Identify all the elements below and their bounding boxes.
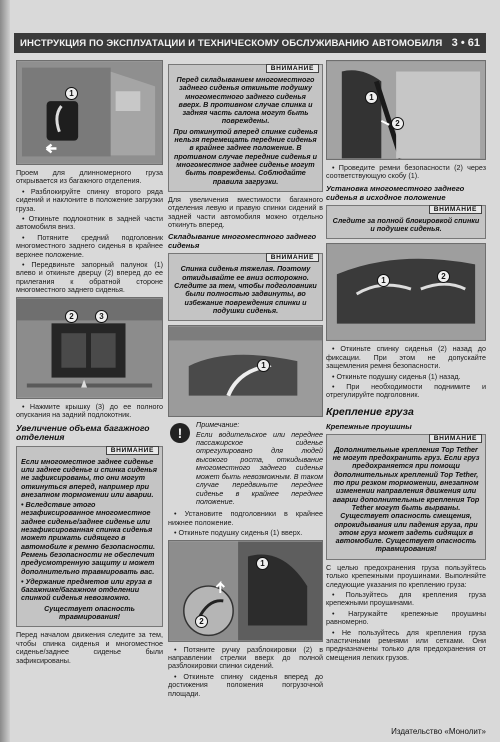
section-heading: Увеличение объема багажного отделения — [16, 422, 150, 443]
section-heading: Установка многоместного заднего сиденья в исходное положение — [326, 183, 465, 202]
paragraph: Для увеличения вместимости багажного отделения левую и правую спинки сидений в задней части автомобиля можно отдельно откинуть вперед. — [168, 194, 323, 230]
warning-text: • Вследствие этого незафиксированное многоместное заднее сиденье/заднее сиденье или незафиксированная спинка сиденья может прижать сидящего в автомобиле к ремню безопасности. Ремень безопасности не обеспечит предусмотренную защиту и может дополнительно травмировать вас. — [21, 500, 156, 576]
warning-tag: ВНИМАНИЕ — [429, 434, 482, 443]
warning-text: • Удержание предметов или груза в багажнике/багажном отделении спинкой сиденья невозможно. — [21, 576, 153, 603]
figure-seat-restore — [326, 243, 486, 341]
figure-trunk-opening — [16, 60, 163, 165]
figure-callout-1: 1 — [65, 87, 78, 100]
figure-callout-1: 1 — [257, 359, 270, 372]
section-heading: Крепежные проушины — [326, 421, 412, 431]
note-heading: Примечание: — [196, 420, 240, 430]
figure-callout-1: 1 — [256, 557, 269, 570]
figure-seatbelt-guide — [326, 60, 486, 160]
column-right — [326, 60, 486, 664]
warning-text: Существует опасность травмирования! — [44, 603, 135, 622]
warning-box — [168, 253, 323, 321]
bullet-item: • Нагружайте крепежные проушины равномерно. — [326, 610, 486, 627]
warning-text: Дополнительные крепления Top Tether не могут предохранить груз. Если груз предохраняется при помощи дополнительных креплений Top Tether, то при резком торможении, внезапном изменении направления движения или аварии дополнительные крепления Top Tether могут быть вырваны. Существует опасность смещения, опрокидывания или падения груза, при этом груз может задеть сидящих в автомобиле. Существует опасность травмирования! — [332, 444, 480, 554]
warning-box — [16, 446, 163, 628]
bullet-item: • Не пользуйтесь для крепления груза эластичными ремнями или сетками. Они предназначены только для предохранения от смещения легких грузов. — [326, 629, 486, 663]
bullet-item: • При необходимости поднимите и отрегулируйте подголовник. — [326, 383, 486, 400]
bullet-item: • Разблокируйте спинку второго ряда сидений и наклоните в положение загрузки груза. — [16, 188, 163, 213]
figure-callout-2: 2 — [195, 615, 208, 628]
bullet-item: • Пользуйтесь для крепления груза крепежными проушинами. — [326, 591, 486, 608]
bullet-item: • Потяните ручку разблокировки (2) в направлении стрелки вверх до полной разблокировки спинки сидений. — [168, 646, 323, 671]
figure-seat-cushion-drawing — [169, 326, 322, 416]
paragraph: Перед началом движения следите за тем, чтобы спинка сиденья и многоместное сиденье/заднее сиденье были зафиксированы. — [16, 630, 163, 665]
info-icon: ! — [170, 423, 190, 443]
warning-box — [168, 64, 323, 192]
bullet-item: • Откиньте спинку сиденья вперед до достижения положения погрузочной площади. — [168, 673, 323, 698]
warning-text: Если многоместное заднее сиденье или заднее сиденье и спинка сиденья не зафиксированы, то они могут откинуться вперед, например при внезапном торможении или аварии. — [21, 456, 158, 499]
page-number: 3 • 61 — [451, 37, 480, 49]
figure-seatbelt-drawing — [327, 61, 485, 159]
figure-armrest-cover — [16, 297, 163, 399]
warning-text: Следите за полной блокировкой спинки и подушек сиденья. — [332, 215, 480, 234]
bullet-item: • Проведите ремни безопасности (2) через соответствующую скобу (1). — [326, 164, 486, 181]
figure-seat-cushion — [168, 325, 323, 417]
bullet-item: • Передвиньте запорный палунок (1) влево и откиньте дверцу (2) вперед до ее прилегания к обратной стороне многоместного заднего сиденья. — [16, 261, 163, 295]
bullet-item: • Откиньте спинку сиденья (2) назад до фиксации. При этом не допускайте защемления ремня безопасности. — [326, 345, 486, 370]
paragraph: Проем для длинномерного груза открывается из багажного отделения. — [16, 168, 163, 186]
bullet-item: • Нажмите крышку (3) до ее полного опускания на задний подлокотник. — [16, 403, 163, 420]
warning-box — [326, 434, 486, 560]
figure-release-handle-drawing — [169, 541, 322, 641]
figure-callout-1: 1 — [377, 274, 390, 287]
section-heading: Складывание многоместного заднего сиденья — [168, 232, 317, 251]
figure-callout-2: 2 — [437, 270, 450, 283]
column-left — [16, 60, 163, 667]
warning-text: Спинка сиденья тяжелая. Поэтому откидывайте ее вниз осторожно. Следите за тем, чтобы подголовники были полностью задвинуты, во избежание повреждения спинки и подушки сиденья. — [174, 264, 317, 315]
warning-tag: ВНИМАНИЕ — [429, 205, 482, 214]
header-title: ИНСТРУКЦИЯ ПО ЭКСПЛУАТАЦИИ И ТЕХНИЧЕСКОМУ ОБСЛУЖИВАНИЮ АВТОМОБИЛЯ — [20, 37, 443, 49]
warning-tag: ВНИМАНИЕ — [106, 446, 159, 455]
figure-callout-2: 2 — [65, 310, 78, 323]
warning-tag: ВНИМАНИЕ — [266, 64, 319, 73]
bullet-item: • Потяните средний подголовник многоместного заднего сиденья в крайнее верхнее положение. — [16, 234, 163, 259]
bullet-item: • Установите подголовники в крайнее нижнее положение. — [168, 510, 323, 527]
bullet-item: • Откиньте подушку сиденья (1) вверх. — [168, 529, 323, 537]
column-middle — [168, 60, 323, 700]
section-title: Крепление груза — [326, 405, 414, 418]
warning-box — [326, 205, 486, 240]
note-box — [168, 421, 323, 506]
warning-text: Перед складыванием многоместного заднего сиденья откиньте подушку многоместного заднего сиденья вверх. В противном случае спинка и задняя часть салона могут быть повреждены. — [176, 75, 315, 126]
figure-callout-3: 3 — [95, 310, 108, 323]
paragraph: С целью предохранения груза пользуйтесь только крепежными проушинами. Выполняйте следующие указания по креплению груза: — [326, 562, 486, 589]
bullet-item: • Откиньте подушку сиденья (1) назад. — [326, 373, 486, 381]
figure-release-handle — [168, 540, 323, 642]
figure-armrest-drawing — [17, 298, 162, 398]
bullet-item: • Откиньте подлокотник в задней части автомобиля вниз. — [16, 215, 163, 232]
figure-callout-2: 2 — [391, 117, 404, 130]
figure-callout-1: 1 — [365, 91, 378, 104]
figure-trunk-opening-drawing — [17, 61, 162, 164]
page-header — [14, 33, 486, 53]
publisher-footer: Издательство «Монолит» — [391, 727, 486, 736]
warning-text: При откинутой вперед спинке сиденья нельзя перемещать передние сиденья в крайнее заднее положение. В противном случае передние сиденья и многоместное заднее сиденье могут быть повреждены. Соблюдайте правила загрузки. — [173, 126, 318, 186]
page-spine — [0, 0, 10, 742]
figure-seat-restore-drawing — [327, 244, 485, 340]
note-text: Если водительское или переднее пассажирское сиденье отрегулировано для людей высокого роста, откидывание многоместного заднего сиденья может быть невозможным. В таком случае передвиньте переднее сиденье в крайнее переднее положение. — [196, 429, 323, 506]
warning-tag: ВНИМАНИЕ — [266, 253, 319, 262]
